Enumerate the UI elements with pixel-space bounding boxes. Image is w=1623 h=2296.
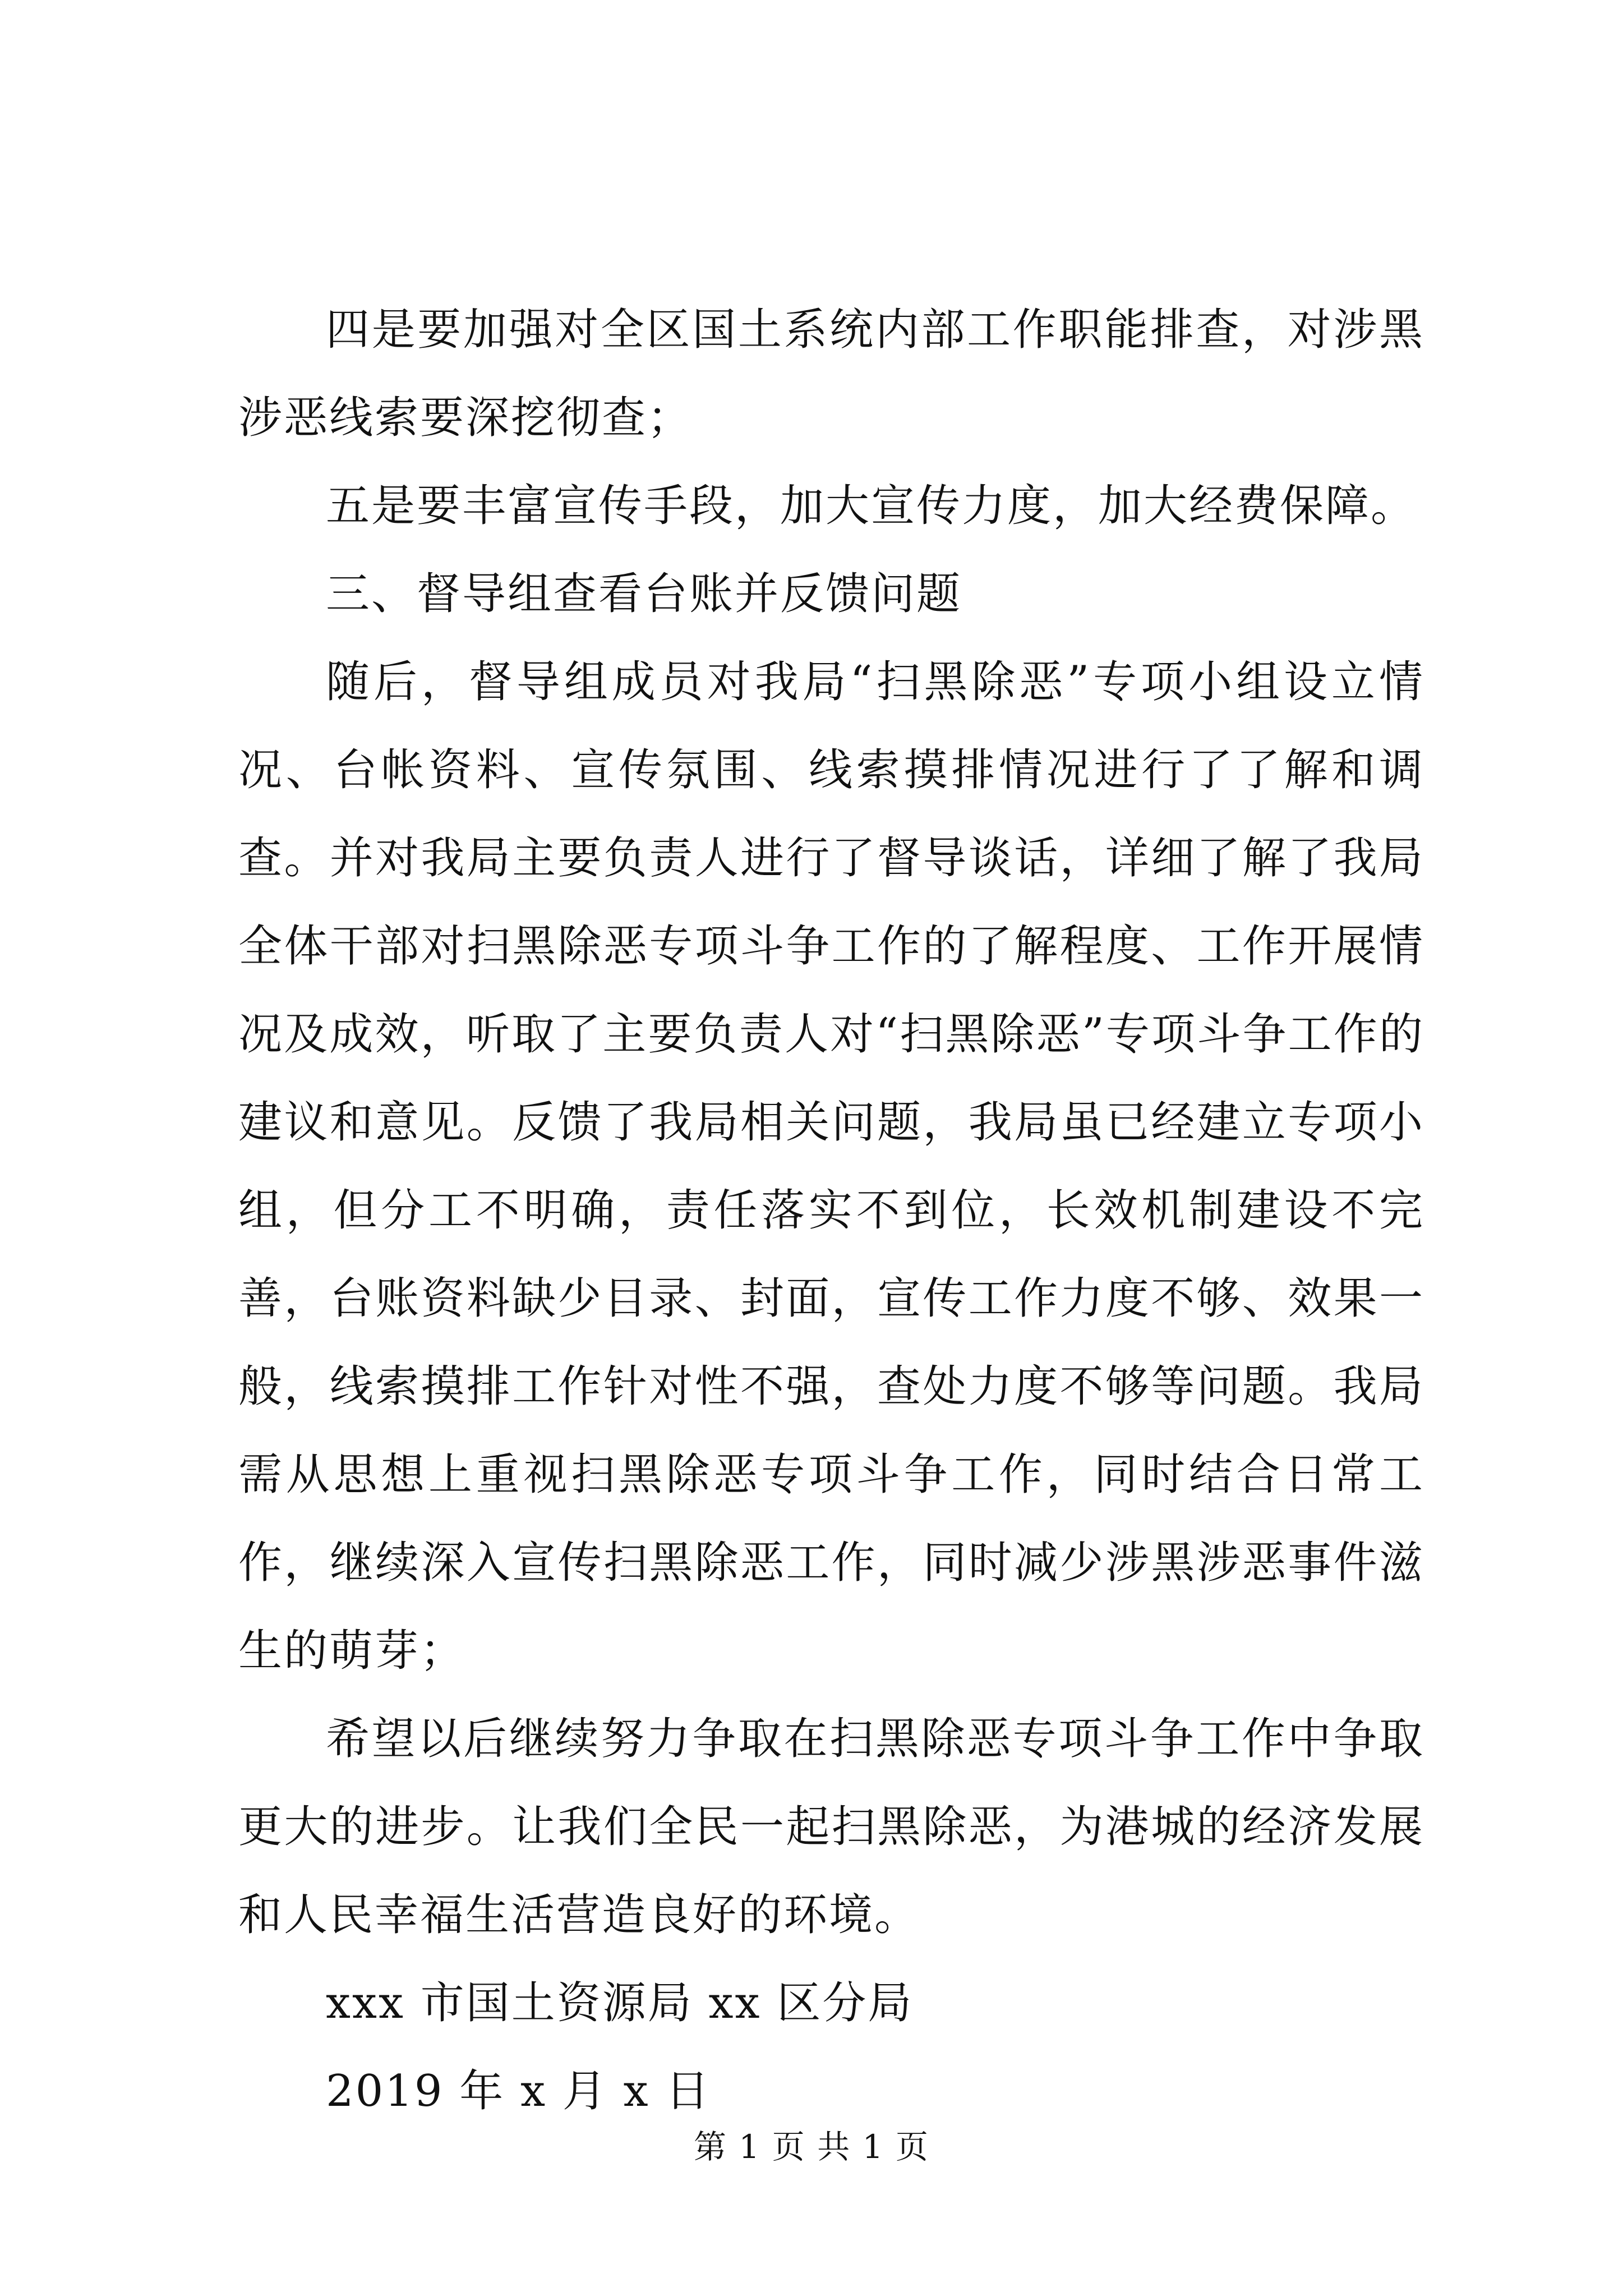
paragraph-feedback: 随后，督导组成员对我局“扫黑除恶”专项小组设立情况、台帐资料、宣传氛围、线索摸排情况进行了了解和调查。并对我局主要负责人进行了督导谈话，详细了解了我局全体干部对扫黑除恶专项斗争工作的了解程度、工作开展情况及成效，听取了主要负责人对“扫黑除恶”专项斗争工作的建议和意见。反馈了我局相关问题，我局虽已经建立专项小组，但分工不明确，责任落实不到位，长效机制建设不完善，台账资料缺少目录、封面，宣传工作力度不够、效果一般，线索摸排工作针对性不强，查处力度不够等问题。我局需从思想上重视扫黑除恶专项斗争工作，同时结合日常工作，继续深入宣传扫黑除恶工作，同时减少涉黑涉恶事件滋生的萌芽； (238, 657, 1424, 1676)
page-footer (0, 2120, 1623, 2168)
paragraph-item-4: 四是要加强对全区国土系统内部工作职能排查，对涉黑涉恶线索要深挖彻查； (238, 305, 1424, 443)
document-body (238, 286, 1424, 2136)
section-heading: 三、督导组查看台账并反馈问题 (326, 569, 962, 619)
date-line: 2019 年 x 月 x 日 (326, 2066, 711, 2116)
page-indicator: 第 1 页 共 1 页 (694, 2128, 929, 2166)
signature-line: xxx 市国土资源局 xx 区分局 (326, 1978, 914, 2028)
paragraph-closing: 希望以后继续努力争取在扫黑除恶专项斗争工作中争取更大的进步。让我们全民一起扫黑除恶，为港城的经济发展和人民幸福生活营造良好的环境。 (238, 1714, 1424, 1940)
paragraph-item-5: 五是要丰富宣传手段，加大宣传力度，加大经费保障。 (326, 481, 1417, 531)
